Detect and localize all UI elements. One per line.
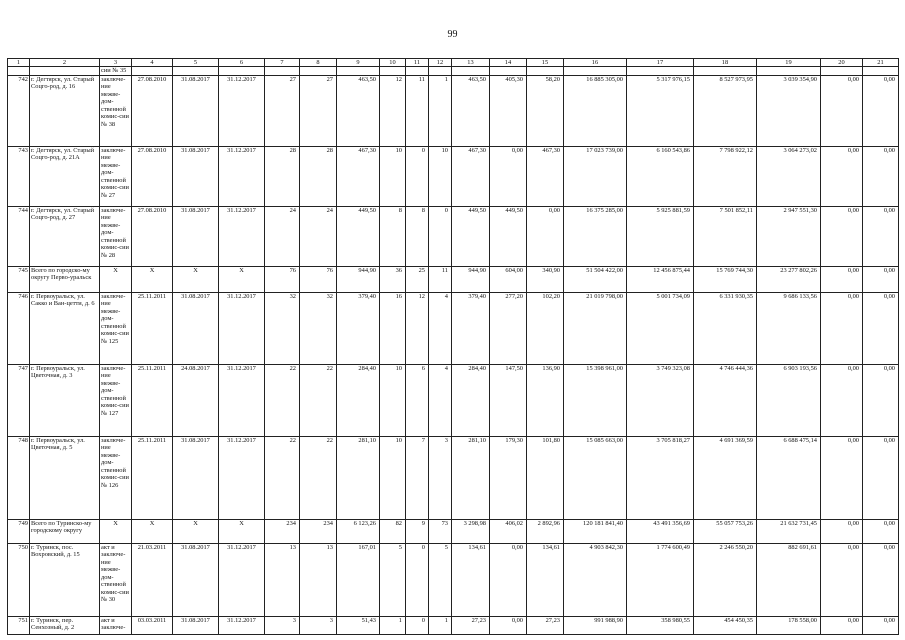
table-cell: 24 (265, 207, 300, 267)
table-cell: 27 (300, 76, 337, 147)
table-cell: 1 (429, 76, 452, 147)
carry-over-cell (863, 67, 899, 76)
table-cell: X (100, 520, 132, 544)
table-row (8, 544, 899, 617)
table-cell: заключе-ние межве-дом-ственной комис-сии № 127 (100, 365, 132, 437)
table-cell: 379,40 (337, 293, 380, 365)
table-cell: 5 925 881,59 (627, 207, 694, 267)
table-cell: 147,50 (490, 365, 527, 437)
table-cell: 31.08.2017 (173, 293, 219, 365)
table-cell: 76 (265, 267, 300, 293)
table-cell: 178 558,00 (757, 617, 821, 635)
table-cell: 0,00 (863, 76, 899, 147)
table-cell: 991 988,90 (564, 617, 627, 635)
table-cell: 5 (429, 544, 452, 617)
table-cell: заключе-ние межве-дом-ственной комис-сии № 125 (100, 293, 132, 365)
table-cell: 22 (265, 437, 300, 520)
table-cell: 25.11.2011 (132, 437, 173, 520)
table-cell: 27,23 (452, 617, 490, 635)
table-cell: 6 903 193,56 (757, 365, 821, 437)
column-header: 18 (694, 59, 757, 67)
table-cell: 743 (8, 147, 30, 207)
table-cell: 27.08.2010 (132, 147, 173, 207)
table-cell: 15 398 961,00 (564, 365, 627, 437)
table-cell: 12 456 875,44 (627, 267, 694, 293)
table-cell: 27,23 (527, 617, 564, 635)
table-row (8, 207, 899, 267)
column-header: 21 (863, 59, 899, 67)
carry-over-cell (300, 67, 337, 76)
table-cell: 120 181 841,40 (564, 520, 627, 544)
column-header: 1 (8, 59, 30, 67)
table-cell: 0,00 (821, 544, 863, 617)
column-header: 16 (564, 59, 627, 67)
column-header: 8 (300, 59, 337, 67)
table-cell: 21 632 731,45 (757, 520, 821, 544)
table-cell: 24.08.2017 (173, 365, 219, 437)
table-cell: 3 705 818,27 (627, 437, 694, 520)
table-cell: 101,80 (527, 437, 564, 520)
table-cell: 340,90 (527, 267, 564, 293)
table-cell: 17 023 739,00 (564, 147, 627, 207)
table-cell: 9 686 133,56 (757, 293, 821, 365)
table-cell: 22 (265, 365, 300, 437)
table-cell: г. Туринск, пос. Вохровский, д. 15 (30, 544, 100, 617)
table-cell: 3 (429, 437, 452, 520)
table-cell: 748 (8, 437, 30, 520)
table-cell: 31.12.2017 (219, 147, 265, 207)
table-cell: 82 (380, 520, 406, 544)
carry-over-cell (527, 67, 564, 76)
table-cell: 179,30 (490, 437, 527, 520)
column-header: 12 (429, 59, 452, 67)
column-header: 5 (173, 59, 219, 67)
table-cell: 7 501 852,11 (694, 207, 757, 267)
table-cell: 0,00 (863, 544, 899, 617)
table-cell: 102,20 (527, 293, 564, 365)
table-cell: 25.11.2011 (132, 365, 173, 437)
table-cell: 882 691,61 (757, 544, 821, 617)
table-cell: 6 123,26 (337, 520, 380, 544)
table-cell: 32 (265, 293, 300, 365)
table-cell: 379,40 (452, 293, 490, 365)
table-cell: 7 (406, 437, 429, 520)
column-header: 6 (219, 59, 265, 67)
table-cell: 467,30 (527, 147, 564, 207)
table-cell: 134,61 (527, 544, 564, 617)
table-cell: X (173, 520, 219, 544)
table-cell: 7 798 922,12 (694, 147, 757, 207)
table-cell: 284,40 (452, 365, 490, 437)
table-cell: 750 (8, 544, 30, 617)
carry-over-cell (173, 67, 219, 76)
table-cell: 31.12.2017 (219, 437, 265, 520)
table-cell: 467,30 (337, 147, 380, 207)
table-cell: 134,61 (452, 544, 490, 617)
column-header: 9 (337, 59, 380, 67)
table-cell: 4 903 842,30 (564, 544, 627, 617)
carry-over-cell (265, 67, 300, 76)
table-cell: 3 (265, 617, 300, 635)
table-cell: 747 (8, 365, 30, 437)
table-cell: 8 527 973,95 (694, 76, 757, 147)
table-cell: 10 (380, 365, 406, 437)
table-cell: X (173, 267, 219, 293)
table-cell: 13 (300, 544, 337, 617)
table-cell: 0,00 (821, 365, 863, 437)
table-cell: 8 (380, 207, 406, 267)
table-row (8, 76, 899, 147)
table-cell: 745 (8, 267, 30, 293)
table-row (8, 147, 899, 207)
table-cell: 25 (406, 267, 429, 293)
table-cell: 31.08.2017 (173, 437, 219, 520)
table-cell: 751 (8, 617, 30, 635)
table-cell: 449,50 (337, 207, 380, 267)
table-cell: 2 246 550,20 (694, 544, 757, 617)
table-cell: 03.03.2011 (132, 617, 173, 635)
table-cell: 749 (8, 520, 30, 544)
table-cell: 10 (380, 437, 406, 520)
table-cell: 1 774 600,49 (627, 544, 694, 617)
table-cell: 449,50 (452, 207, 490, 267)
table-cell: 0,00 (821, 520, 863, 544)
table-cell: 0,00 (863, 365, 899, 437)
column-header: 11 (406, 59, 429, 67)
table-cell: 10 (429, 147, 452, 207)
table-cell: 0,00 (490, 617, 527, 635)
table-cell: г. Туринск, пер. Сенхозный, д. 2 (30, 617, 100, 635)
column-header: 10 (380, 59, 406, 67)
carry-over-cell (429, 67, 452, 76)
table-cell: 0,00 (821, 207, 863, 267)
carry-over-row (8, 67, 899, 76)
table-cell: 2 892,96 (527, 520, 564, 544)
carry-over-cell (490, 67, 527, 76)
table-cell: 0,00 (863, 147, 899, 207)
table-cell: 13 (265, 544, 300, 617)
table-cell: 0,00 (821, 617, 863, 635)
carry-over-cell (627, 67, 694, 76)
table-cell: 21.03.2011 (132, 544, 173, 617)
table-cell: 0,00 (863, 207, 899, 267)
table-cell: 3 064 273,02 (757, 147, 821, 207)
table-cell: 0,00 (821, 76, 863, 147)
table-cell: 0 (429, 207, 452, 267)
table-cell: 27.08.2010 (132, 207, 173, 267)
header-row (8, 59, 899, 67)
table-cell: 11 (406, 76, 429, 147)
table-cell: 31.12.2017 (219, 617, 265, 635)
table-cell: 167,01 (337, 544, 380, 617)
table-cell: 4 691 369,59 (694, 437, 757, 520)
table-cell: 5 317 976,15 (627, 76, 694, 147)
table-cell: 234 (265, 520, 300, 544)
table-cell: X (100, 267, 132, 293)
table-cell: 463,50 (452, 76, 490, 147)
table-cell: 0,00 (863, 520, 899, 544)
table-cell: 3 749 323,08 (627, 365, 694, 437)
table-cell: 27 (265, 76, 300, 147)
table-cell: 11 (429, 267, 452, 293)
table-cell: 4 (429, 365, 452, 437)
table-row (8, 267, 899, 293)
table-cell: 36 (380, 267, 406, 293)
table-cell: 944,90 (337, 267, 380, 293)
column-header: 3 (100, 59, 132, 67)
table-cell: 28 (300, 147, 337, 207)
table-cell: 16 (380, 293, 406, 365)
table-cell: 4 (429, 293, 452, 365)
table-cell: г. Первоуральск, ул. Сакко и Ван-цетти, д. 6 (30, 293, 100, 365)
table-cell: 0 (406, 544, 429, 617)
carry-over-cell (8, 67, 30, 76)
table-cell: 23 277 802,26 (757, 267, 821, 293)
table-cell: 16 375 285,00 (564, 207, 627, 267)
table-cell: X (219, 520, 265, 544)
table-cell: 15 769 744,30 (694, 267, 757, 293)
carry-over-cell (452, 67, 490, 76)
column-header: 4 (132, 59, 173, 67)
table-cell: 73 (429, 520, 452, 544)
table-cell: 746 (8, 293, 30, 365)
table-cell: 0,00 (821, 437, 863, 520)
table-cell: 51 504 422,00 (564, 267, 627, 293)
table-cell: 3 039 354,90 (757, 76, 821, 147)
table-cell: 31.08.2017 (173, 544, 219, 617)
carry-over-cell (406, 67, 429, 76)
table-cell: 467,30 (452, 147, 490, 207)
table-cell: 449,50 (490, 207, 527, 267)
table-cell: 25.11.2011 (132, 293, 173, 365)
table-cell: 12 (380, 76, 406, 147)
table-cell: 31.08.2017 (173, 617, 219, 635)
column-header: 15 (527, 59, 564, 67)
carry-over-cell (694, 67, 757, 76)
table-cell: 24 (300, 207, 337, 267)
table-cell: акт и заключе- (100, 617, 132, 635)
table-cell: 12 (406, 293, 429, 365)
table-cell: 284,40 (337, 365, 380, 437)
table-cell: 28 (265, 147, 300, 207)
table-row (8, 520, 899, 544)
table-cell: 51,43 (337, 617, 380, 635)
table-cell: 2 947 551,30 (757, 207, 821, 267)
table-cell: 742 (8, 76, 30, 147)
table-cell: 16 885 305,00 (564, 76, 627, 147)
table-cell: 27.08.2010 (132, 76, 173, 147)
table-cell: 31.08.2017 (173, 207, 219, 267)
table-cell: г. Первоуральск, ул. Цветочная, д. 5 (30, 437, 100, 520)
data-table (7, 58, 899, 635)
table-cell: 0,00 (863, 267, 899, 293)
carry-over-text: сии № 35 (100, 67, 132, 76)
table-cell: X (132, 520, 173, 544)
table-cell: 744 (8, 207, 30, 267)
table-cell: 463,50 (337, 76, 380, 147)
table-cell: заключе-ние межве-дом-ственной комис-сии № 126 (100, 437, 132, 520)
table-cell: 1 (429, 617, 452, 635)
table-row (8, 437, 899, 520)
table-cell: 0,00 (821, 267, 863, 293)
table-cell: 4 746 444,36 (694, 365, 757, 437)
table-cell: 21 019 798,00 (564, 293, 627, 365)
table-cell: 22 (300, 437, 337, 520)
carry-over-cell (757, 67, 821, 76)
table-cell: 0,00 (863, 437, 899, 520)
table-cell: Всего по городско-му округу Перво-уральск (30, 267, 100, 293)
column-header: 19 (757, 59, 821, 67)
table-cell: 6 331 930,35 (694, 293, 757, 365)
table-cell: заключе-ние межве-дом-ственной комис-сии № 27 (100, 147, 132, 207)
table-cell: 0,00 (821, 293, 863, 365)
table-cell: 234 (300, 520, 337, 544)
carry-over-cell (337, 67, 380, 76)
table-cell: 9 (406, 520, 429, 544)
table-cell: 405,30 (490, 76, 527, 147)
table-cell: 6 160 543,86 (627, 147, 694, 207)
table-cell: 31.12.2017 (219, 544, 265, 617)
table-cell: 22 (300, 365, 337, 437)
table-cell: 358 980,55 (627, 617, 694, 635)
table-cell: 31.08.2017 (173, 76, 219, 147)
carry-over-cell (821, 67, 863, 76)
column-header: 14 (490, 59, 527, 67)
table-cell: 5 (380, 544, 406, 617)
column-header: 20 (821, 59, 863, 67)
carry-over-cell (30, 67, 100, 76)
table-cell: г. Дегтярск, ул. Старый Соцго-род, д. 27 (30, 207, 100, 267)
table-cell: Всего по Туринско-му городскому округу (30, 520, 100, 544)
table-row (8, 365, 899, 437)
table-cell: 454 450,35 (694, 617, 757, 635)
table-cell: 0,00 (863, 293, 899, 365)
table-cell: X (219, 267, 265, 293)
table-cell: 0,00 (490, 147, 527, 207)
carry-over-cell (219, 67, 265, 76)
table-cell: заключе-ние межве-дом-ственной комис-сии № 38 (100, 76, 132, 147)
table-cell: 406,02 (490, 520, 527, 544)
column-header: 2 (30, 59, 100, 67)
table-cell: 31.12.2017 (219, 293, 265, 365)
column-header: 13 (452, 59, 490, 67)
table-cell: 0,00 (863, 617, 899, 635)
table-cell: 281,10 (337, 437, 380, 520)
table-cell: 0 (406, 147, 429, 207)
table-cell: 8 (406, 207, 429, 267)
table-cell: 15 085 663,00 (564, 437, 627, 520)
table-cell: 31.12.2017 (219, 76, 265, 147)
table-cell: 0,00 (490, 544, 527, 617)
table-cell: 3 (300, 617, 337, 635)
table-cell: 55 057 753,26 (694, 520, 757, 544)
table-cell: 31.08.2017 (173, 147, 219, 207)
carry-over-cell (380, 67, 406, 76)
table-cell: 136,90 (527, 365, 564, 437)
table-cell: заключе-ние межве-дом-ственной комис-сии № 28 (100, 207, 132, 267)
table-cell: 76 (300, 267, 337, 293)
table-cell: акт и заключе-ние межве-дом-ственной комис-сии № 30 (100, 544, 132, 617)
column-header: 7 (265, 59, 300, 67)
table-cell: г. Первоуральск, ул. Цветочная, д. 3 (30, 365, 100, 437)
table-row (8, 293, 899, 365)
table-cell: 32 (300, 293, 337, 365)
carry-over-cell (132, 67, 173, 76)
table-cell: 0 (406, 617, 429, 635)
carry-over-cell (564, 67, 627, 76)
table-cell: 6 (406, 365, 429, 437)
table-cell: 31.12.2017 (219, 365, 265, 437)
table-cell: 5 001 734,09 (627, 293, 694, 365)
table-cell: 3 298,98 (452, 520, 490, 544)
table-cell: 31.12.2017 (219, 207, 265, 267)
table-cell: 604,00 (490, 267, 527, 293)
table-cell: г. Дегтярск, ул. Старый Соцго-род, д. 21А (30, 147, 100, 207)
column-header: 17 (627, 59, 694, 67)
table-cell: 1 (380, 617, 406, 635)
table-cell: 43 491 356,69 (627, 520, 694, 544)
table-cell: 0,00 (527, 207, 564, 267)
table-cell: 10 (380, 147, 406, 207)
table-cell: 0,00 (821, 147, 863, 207)
table-cell: X (132, 267, 173, 293)
table-cell: 58,20 (527, 76, 564, 147)
page-number: 99 (447, 29, 458, 40)
table-cell: 6 688 475,14 (757, 437, 821, 520)
table-cell: г. Дегтярск, ул. Старый Соцго-род, д. 16 (30, 76, 100, 147)
table-cell: 281,10 (452, 437, 490, 520)
table-cell: 944,90 (452, 267, 490, 293)
table-row (8, 617, 899, 635)
table-cell: 277,20 (490, 293, 527, 365)
